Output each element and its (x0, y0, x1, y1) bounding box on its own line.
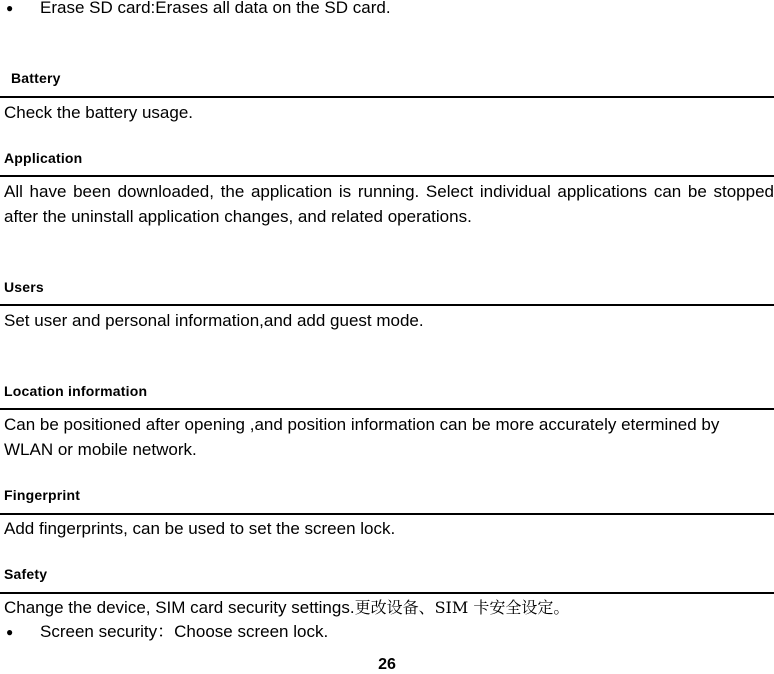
section-divider (0, 513, 774, 515)
page-number: 26 (378, 656, 396, 673)
safety-body-text: Change the device, SIM card security settings. (4, 598, 355, 617)
section-body-battery: Check the battery usage. (4, 103, 194, 122)
bullet-icon: ● (6, 625, 14, 639)
bullet-text: Screen security：Choose screen lock. (40, 622, 329, 641)
section-divider (0, 96, 774, 98)
section-body-fingerprint: Add fingerprints, can be used to set the screen lock. (4, 519, 396, 538)
section-divider (0, 408, 774, 410)
section-divider (0, 175, 774, 177)
section-heading-safety: Safety (4, 566, 48, 582)
bullet-icon: ● (6, 1, 14, 15)
section-heading-fingerprint: Fingerprint (4, 487, 81, 503)
section-heading-application: Application (4, 150, 83, 166)
section-divider (0, 304, 774, 306)
bullet-text: Erase SD card:Erases all data on the SD card. (40, 0, 391, 17)
section-body-location: Can be positioned after opening ,and position information can be more accurately etermined by WLAN or mobile network. (4, 415, 720, 459)
section-heading-users: Users (4, 279, 44, 295)
section-body-users: Set user and personal information,and add guest mode. (4, 311, 424, 330)
section-body-application: All have been downloaded, the application is running. Select individual applications can be stopped after the uninstall application changes, and related operations. (4, 182, 774, 226)
section-divider (0, 592, 774, 594)
safety-body-cjk: 更改设备、SIM 卡安全设定。 (354, 598, 570, 617)
section-heading-battery: Battery (11, 70, 61, 86)
section-heading-location: Location information (4, 383, 148, 399)
section-body-safety (4, 595, 774, 620)
